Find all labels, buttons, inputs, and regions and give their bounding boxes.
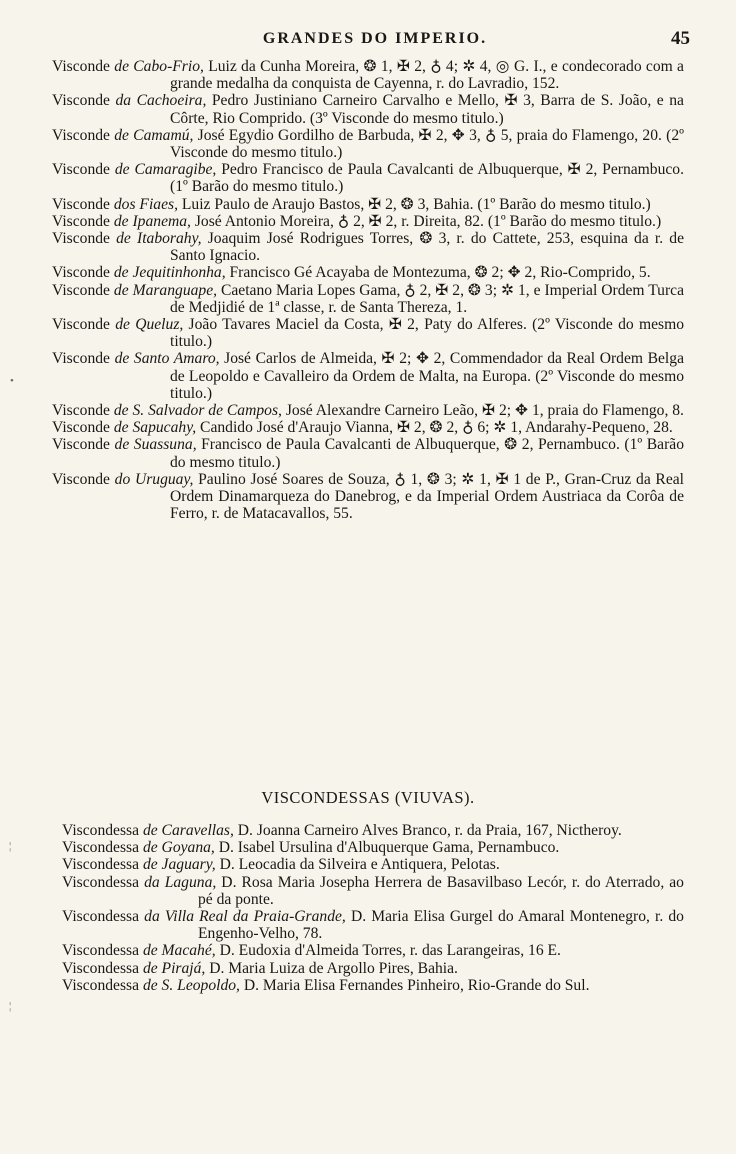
margin-tick: ¦: [9, 840, 12, 852]
entry-text: Francisco de Paula Cavalcanti de Albuquerque, ❂ 2, Pernambuco. (1º Barão do mesmo titulo.): [170, 436, 684, 471]
list-item: [52, 419, 684, 436]
list-item: [62, 977, 684, 994]
entry-text: D. Maria Luiza de Argollo Pires, Bahia.: [205, 959, 458, 977]
list-item: [62, 822, 684, 839]
list-item: [52, 92, 684, 126]
list-item: [52, 402, 684, 419]
entry-text: D. Rosa Maria Josepha Herrera de Basavilbaso Lecór, r. do Aterrado, ao pé da ponte.: [198, 873, 684, 908]
entry-rank: Viscondessa: [62, 908, 140, 926]
entry-text: Caetano Maria Lopes Gama, ♁ 2, ✠ 2, ❂ 3; ✲ 1, e Imperial Ordem Turca de Medjidié de 1ª classe, r. de Santa Thereza, 1.: [170, 281, 685, 316]
list-item: [52, 230, 684, 264]
entry-title: dos Fiaes,: [113, 195, 178, 213]
entry-title: de Ipanema,: [113, 212, 191, 230]
margin-dot: •: [10, 375, 14, 387]
entry-rank: Visconde: [52, 264, 110, 282]
entry-text: Candido José d'Araujo Vianna, ✠ 2, ❂ 2, ♁ 6; ✲ 1, Andarahy-Pequeno, 28.: [196, 419, 673, 437]
entry-text: José Antonio Moreira, ♁ 2, ✠ 2, r. Direita, 82. (1º Barão do mesmo titulo.): [190, 212, 662, 230]
entry-title: de Camamú,: [114, 126, 194, 144]
entry-title: de Sapucahy,: [113, 419, 197, 437]
entry-title: de Cabo-Frio,: [114, 58, 204, 75]
entry-rank: Visconde: [52, 419, 110, 437]
entry-title: de Itaborahy,: [116, 230, 202, 248]
list-item: [52, 436, 684, 470]
entry-rank: Visconde: [52, 58, 110, 75]
entry-rank: Visconde: [52, 281, 110, 299]
entry-title: de Camaragibe,: [114, 161, 217, 179]
page-header: [60, 30, 690, 56]
list-item: [52, 264, 684, 281]
list-item: [52, 161, 684, 195]
list-item: [52, 127, 684, 161]
entry-text: D. Maria Elisa Gurgel do Amaral Montenegro, r. do Engenho-Velho, 78.: [198, 908, 684, 943]
entry-title: de Maranguape,: [113, 281, 218, 299]
entry-rank: Visconde: [52, 92, 110, 110]
viscondes-list: [52, 58, 684, 522]
entry-text: D. Isabel Ursulina d'Albuquerque Gama, Pernambuco.: [214, 839, 560, 857]
entry-title: de S. Salvador de Campos,: [113, 402, 282, 420]
running-title: GRANDES DO IMPERIO.: [262, 30, 488, 47]
entry-title: da Villa Real da Praia-Grande,: [144, 908, 346, 926]
list-item: [62, 839, 684, 856]
list-item: [52, 196, 684, 213]
entry-rank: Viscondessa: [62, 839, 140, 857]
entry-rank: Visconde: [52, 161, 110, 179]
list-item: [62, 942, 684, 959]
entry-rank: Visconde: [52, 470, 110, 488]
list-item: [62, 960, 684, 977]
entry-text: D. Maria Elisa Fernandes Pinheiro, Rio-Grande do Sul.: [239, 976, 590, 994]
entry-title: de Santo Amaro,: [114, 350, 220, 368]
entry-rank: Visconde: [52, 195, 110, 213]
entry-rank: Visconde: [52, 126, 110, 144]
list-item: [52, 471, 684, 523]
entry-text: D. Leocadia da Silveira e Antiquera, Pelotas.: [215, 856, 500, 874]
entry-title: da Laguna,: [144, 873, 217, 891]
entry-title: de Jaguary,: [142, 856, 216, 874]
entry-rank: Viscondessa: [62, 959, 140, 977]
entry-text: João Tavares Maciel da Costa, ✠ 2, Paty do Alferes. (2º Visconde do mesmo titulo.): [170, 316, 685, 351]
entry-title: de Macahé,: [142, 942, 216, 960]
entry-title: de Jequitinhonha,: [113, 264, 226, 282]
list-item: [52, 58, 684, 92]
list-item: [62, 874, 684, 908]
entry-title: de Goyana,: [142, 839, 215, 857]
list-item: [52, 316, 684, 350]
entry-text: Joaquim José Rodrigues Torres, ❂ 3, r. do Cattete, 253, esquina da r. de Santo Ignacio.: [170, 230, 684, 265]
margin-tick: ¦: [9, 1000, 12, 1012]
entry-title: do Uruguay,: [114, 470, 194, 488]
entry-title: de Pirajá,: [142, 959, 206, 977]
entry-text: José Alexandre Carneiro Leão, ✠ 2; ✥ 1, praia do Flamengo, 8.: [281, 402, 684, 420]
list-item: [62, 856, 684, 873]
entry-text: Francisco Gé Acayaba de Montezuma, ❂ 2; ✥ 2, Rio-Comprido, 5.: [225, 264, 651, 282]
entry-title: da Cachoeira,: [115, 92, 207, 110]
entry-title: de Suassuna,: [114, 436, 197, 454]
entry-text: Paulino José Soares de Souza, ♁ 1, ❂ 3; ✲ 1, ✠ 1 de P., Gran-Cruz da Real Ordem Dinamarqueza do Danebrog, e da Imperial Ordem Austriaca da Corôa de Ferro, r. de Matacavallos, 55.: [170, 470, 684, 523]
entry-text: José Carlos de Almeida, ✠ 2; ✥ 2, Commendador da Real Ordem Belga de Leopoldo e Cavalleiro da Ordem de Malta, na Europa. (2º Visconde do mesmo titulo.): [170, 350, 684, 402]
entry-title: de S. Leopoldo,: [142, 976, 240, 994]
section-heading: VISCONDESSAS (VIUVAS).: [261, 788, 475, 807]
viscondessas-list: [62, 822, 684, 994]
list-item: [52, 282, 684, 316]
list-item: [62, 908, 684, 942]
list-item: [52, 350, 684, 402]
entry-rank: Viscondessa: [62, 976, 140, 994]
entry-rank: Visconde: [52, 230, 110, 248]
entry-rank: Visconde: [52, 212, 110, 230]
entry-title: de Caravellas,: [142, 822, 234, 839]
entry-title: de Queluz,: [115, 316, 184, 334]
entry-rank: Viscondessa: [62, 942, 140, 960]
entry-rank: Visconde: [52, 350, 110, 368]
entry-rank: Visconde: [52, 436, 110, 454]
entry-text: Luiz Paulo de Araujo Bastos, ✠ 2, ❂ 3, Bahia. (1º Barão do mesmo titulo.): [177, 195, 651, 213]
entry-text: José Egydio Gordilho de Barbuda, ✠ 2, ✥ 3, ♁ 5, praia do Flamengo, 20. (2º Visconde do mesmo titulo.): [170, 126, 684, 162]
page-number: 45: [671, 28, 690, 49]
entry-text: Pedro Justiniano Carneiro Carvalho e Mello, ✠ 3, Barra de S. João, e na Côrte, Rio Comprido. (3º Visconde do mesmo titulo.): [170, 92, 684, 127]
entry-text: Pedro Francisco de Paula Cavalcanti de Albuquerque, ✠ 2, Pernambuco. (1º Barão do mesmo titulo.): [170, 161, 685, 196]
entry-text: D. Eudoxia d'Almeida Torres, r. das Larangeiras, 16 E.: [215, 942, 561, 960]
entry-rank: Visconde: [52, 316, 110, 334]
list-item: [52, 213, 684, 230]
entry-rank: Visconde: [52, 402, 110, 420]
entry-rank: Viscondessa: [62, 873, 140, 891]
entry-rank: Viscondessa: [62, 856, 140, 874]
entry-text: D. Joanna Carneiro Alves Branco, r. da Praia, 167, Nictheroy.: [233, 822, 622, 839]
entry-rank: Viscondessa: [62, 822, 140, 839]
entry-text: Luiz da Cunha Moreira, ❂ 1, ✠ 2, ♁ 4; ✲ 4, ◎ G. I., e condecorado com a grande medalha da conquista de Cayenna, r. do Lavradio, 152.: [170, 58, 684, 93]
